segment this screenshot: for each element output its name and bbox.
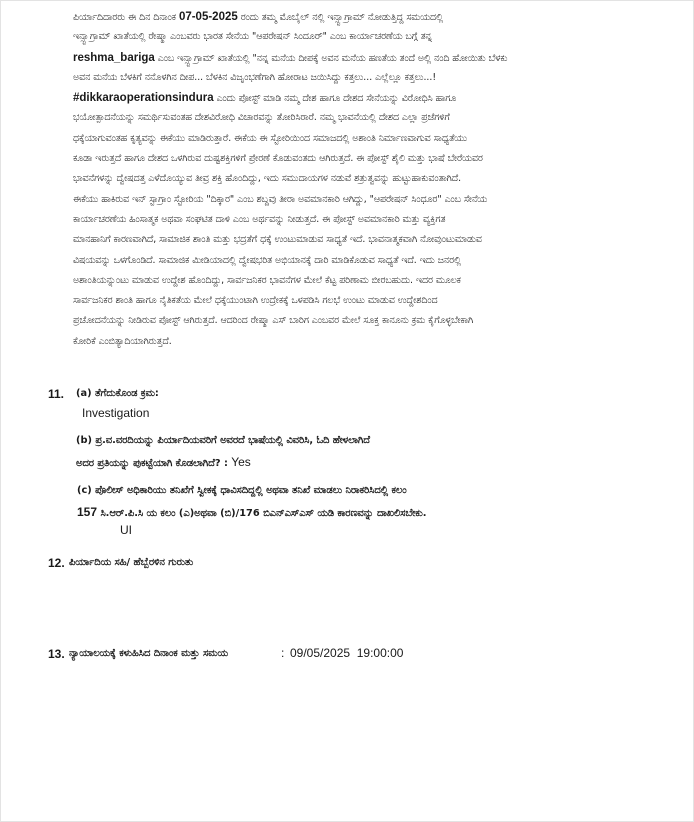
item-11c-section-number: 157 — [77, 505, 98, 519]
narrative-line: ಇನ್ಸ್ಟಾಗ್ರಾಮ್ ಖಾತೆಯಲ್ಲಿ ರೇಷ್ಮಾ ಎಂಬವರು ಭಾರತ ಸೇನೆಯ "ಆಪರೇಷನ್ ಸಿಂದೂರ್" ಎಂಬ ಕಾರ್ಯಾಚರಣೆಯ ಬಗ್ಗೆ ತನ್ನ — [73, 31, 432, 43]
narrative-line: #dikkaraoperationsindura ಎಂದು ಪೋಸ್ಟ್ ಮಾಡಿ ನಮ್ಮ ದೇಶ ಹಾಗೂ ದೇಶದ ಸೇನೆಯನ್ನು ವಿರೋಧಿಸಿ ಹಾಗೂ — [73, 92, 457, 105]
item-11a-value: Investigation — [82, 406, 150, 420]
item-13-value: 09/05/2025 19:00:00 — [290, 646, 404, 660]
item-11b-line1: (b) ಪ್ರ.ವ.ವರದಿಯನ್ನು ಪಿರ್ಯಾದಿಯವರಿಗೆ ಅವರದೆ ಭಾಷೆಯಲ್ಲಿ ವಿವರಿಸಿ, ಓದಿ ಹೇಳಲಾಗಿದೆ — [76, 435, 371, 446]
item-11c-value: UI — [120, 523, 132, 537]
complaint-narrative — [73, 7, 665, 352]
narrative-line: ಭಯೋತ್ಪಾದನೆಯನ್ನು ಸಮರ್ಥಿಸುವಂತಹ ದೇಶವಿರೋಧಿ ವಿಚಾರವನ್ನು ತೋರಿಸಿರಾರೆ. ನಮ್ಮ ಭಾವನೆಯಲ್ಲಿ ದೇಶದ ಎಲ್ಲಾ ಪ್ರಜೆಗಳಿಗೆ — [73, 112, 450, 124]
item-13-number: 13. — [48, 647, 65, 661]
item-11-number: 11. — [48, 387, 65, 401]
narrative-line: ಕೋರಿಕೆ ಎಂಬಿತ್ಯಾದಿಯಾಗಿರುತ್ತದೆ. — [73, 335, 172, 347]
narrative-line: ವಿಷಯವನ್ನು ಒಳಗೊಂಡಿದೆ. ಸಾಮಾಜಿಕ ಮೀಡಿಯಾದಲ್ಲಿ ದ್ವೇಷಭರಿತ ಅಭಿಯಾನಕ್ಕೆ ದಾರಿ ಮಾಡಿಕೊಡುವ ಸಾಧ್ಯತೆ ಇದೆ. ಇದು ಜನರಲ್ಲಿ — [73, 254, 462, 266]
item-11c-line2: 157 ಸಿ.ಆರ್.ಪಿ.ಸಿ ಯ ಕಲಂ (ಎ)ಅಥವಾ (ಬಿ)/176 ಬಿಎನ್ಎಸ್ಎಸ್ ಯಡಿ ಕಾರಣವನ್ನು ದಾಖಲಿಸಬೇಕು. — [77, 505, 427, 519]
item-11b-line2: ಅದರ ಪ್ರತಿಯನ್ನು ಪುಕಟ್ಟೆಯಾಗಿ ಕೊಡಲಾಗಿದೆ? : Yes — [76, 455, 251, 469]
narrative-line: ಕಾರ್ಯಾಚರಣೆಯ ಹಿಂಸಾತ್ಮಕ ಅಥವಾ ಸಂಘಟಿತ ದಾಳಿ ಎಂಬ ಅರ್ಥವನ್ನು ನೀಡುತ್ತದೆ. ಈ ಪೋಸ್ಟ್ ಅವಮಾನಕಾರಿ ಮತ್ತು ವ್ಯಕ್ತಿಗತ — [73, 213, 446, 225]
narrative-line: ಪ್ರಚೋದನೆಯನ್ನು ನೀಡಿರುವ ಪೋಸ್ಟ್ ಆಗಿರುತ್ತದೆ. ಆದರಿಂದ ರೇಷ್ಮಾ ಎಸ್ ಬಾರಿಗ ಎಂಬವರ ಮೇಲೆ ಸೂಕ್ತ ಕಾನೂನು ಕ್ರಮ ಕೈಗೊಳ್ಳಬೇಕಾಗಿ — [73, 315, 474, 327]
hashtag: #dikkaraoperationsindura — [73, 92, 214, 105]
narrative-line: ಧಕ್ಕೆಯಾಗುವಂತಹ ಕೃತ್ಯವನ್ನು ಈಕೆಯು ಮಾಡಿರುತ್ತಾರೆ. ಈಕೆಯ ಈ ಸ್ಟೋರಿಯಿಂದ ಸಮಾಜದಲ್ಲಿ ಅಶಾಂತಿ ನಿರ್ಮಾಣವಾಗುವ ಸಾಧ್ಯತೆಯು — [73, 132, 468, 144]
item-13-separator: : — [281, 646, 285, 660]
narrative-line: ಈಕೆಯು ಹಾಕಿರುವ ಇನ್ ಸ್ಟಾಗ್ರಾಂ ಸ್ಟೋರಿಯ "ದಿಕ್ಕಾರ" ಎಂಬ ಶಬ್ದವು ತೀರಾ ಅವಮಾನಕಾರಿ ಆಗಿದ್ದು, "ಆಪರೇಷನ್ ಸಿಂಧೂರ" ಎಂಬ ಸೇನೆಯ — [73, 193, 488, 205]
item-11b-value: Yes — [231, 455, 251, 469]
narrative-line: reshma_bariga ಎಂಬ ಇನ್ಸ್ಟಾಗ್ರಾಮ್ ಖಾತೆಯಲ್ಲಿ "ನನ್ನ ಮನೆಯ ದೀಪಕ್ಕೆ ಅವನ ಮನೆಯ ಹಣತೆಯ ತಂದೆ ಅಲ್ಲಿ ನಂದಿ ಹೋಯಿತು ಬೆಳಕು — [73, 51, 508, 64]
narrative-line: ಮಾನಹಾನಿಗೆ ಕಾರಣವಾಗಿದೆ, ಸಾಮಾಜಿಕ ಶಾಂತಿ ಮತ್ತು ಭದ್ರತೆಗೆ ಧಕ್ಕೆ ಉಂಟುಮಾಡುವ ಸಾಧ್ಯತೆ ಇದೆ. ಭಾವನಾತ್ಮಕವಾಗಿ ನೋವುಂಟುಮಾಡುವ — [73, 234, 482, 246]
item-12-label: ಪಿರ್ಯಾದಿಯ ಸಹಿ/ ಹೆಬ್ಬೆರಳಿನ ಗುರುತು — [69, 557, 194, 568]
item-13-label: ನ್ಯಾಯಾಲಯಕ್ಕೆ ಕಳುಹಿಸಿದ ದಿನಾಂಕ ಮತ್ತು ಸಮಯ — [69, 648, 228, 659]
item-11c-line1: (c) ಪೊಲೀಸ್ ಅಧಿಕಾರಿಯು ತನಿಖೆಗೆ ಸ್ವೀಕಕ್ಕೆ ಧಾವಿಸದಿದ್ದಲ್ಲಿ ಅಥವಾ ತನಿಖೆ ಮಾಡಲು ನಿರಾಕರಿಸಿದಲ್ಲಿ ಕಲಂ — [77, 485, 407, 496]
narrative-line: ಕೂಡಾ ಇರುತ್ತದೆ ಹಾಗೂ ದೇಶದ ಒಳಗಿರುವ ದುಷ್ಟಶಕ್ತಿಗಳಿಗೆ ಪ್ರೇರಣೆ ಕೊಡುವಂತದು ಆಗಿರುತ್ತದೆ. ಈ ಪೋಸ್ಟ್ ಶೈಲಿ ಮತ್ತು ಭಾಷೆ ಬೇರೆಯವರ — [73, 153, 483, 165]
narrative-line: ಅವನ ಮನೆಯ ಬೆಳಕಿಗೆ ನನೊಳಗಿನ ದೀಪ... ಬೆಳಕಿನ ವಿಜೃಂಭಣೆಗಾಗಿ ಹೋರಾಟ ಜಯಿಸಿದ್ದು ಕತ್ತಲು... ಎಲ್ಲೆಲ್ಲೂ ಕತ್ತಲು...! — [73, 71, 437, 83]
incident-date: 07-05-2025 — [178, 11, 238, 23]
narrative-line: ಭಾವನೆಗಳನ್ನು ದ್ವೇಷದತ್ತ ಎಳೆದೊಯ್ಯುವ ತೀವ್ರ ಶಕ್ತಿ ಹೊಂದಿದ್ದು, ಇದು ಸಮುದಾಯಗಳ ನಡುವೆ ಶತ್ರುತ್ವವನ್ನು ಹುಟ್ಟುಹಾಕುವಂತಾಗಿದೆ. — [73, 173, 462, 185]
narrative-line: ಪಿರ್ಯಾದಿದಾರರು ಈ ದಿನ ದಿನಾಂಕ 07-05-2025 ರಂದು ತಮ್ಮ ಮೊಬೈಲ್ ನಲ್ಲಿ ಇನ್ಸ್ಟಾಗ್ರಾಮ್ ನೋಡುತ್ತಿದ್ದ ಸಮಯದಲ್ಲಿ — [73, 11, 444, 23]
item-12-number: 12. — [48, 556, 65, 570]
narrative-line: ಅಶಾಂತಿಯನ್ನುಂಟು ಮಾಡುವ ಉದ್ದೇಶ ಹೊಂದಿದ್ದು, ಸಾರ್ವಜನಿಕರ ಭಾವನೆಗಳ ಮೇಲೆ ಕೆಟ್ಟ ಪರಿಣಾಮ ಬೀರಬಹುದು. ಇದರ ಮೂಲಕ — [73, 274, 461, 286]
instagram-handle: reshma_bariga — [73, 51, 155, 64]
narrative-line: ಸಾರ್ವಜನಿಕರ ಶಾಂತಿ ಹಾಗೂ ನೈತಿಕತೆಯ ಮೇಲೆ ಧಕ್ಕೆಯುಂಟಾಗಿ ಉದ್ರೇಕಕ್ಕೆ ಒಳಪಡಿಸಿ ಗಲಭೆ ಉಂಟು ಮಾಡುವ ಉದ್ದೇಶದಿಂದ — [73, 295, 438, 307]
item-11a-label: (a) ತೆಗೆದುಕೊಂಡ ಕ್ರಮ: — [76, 388, 159, 399]
